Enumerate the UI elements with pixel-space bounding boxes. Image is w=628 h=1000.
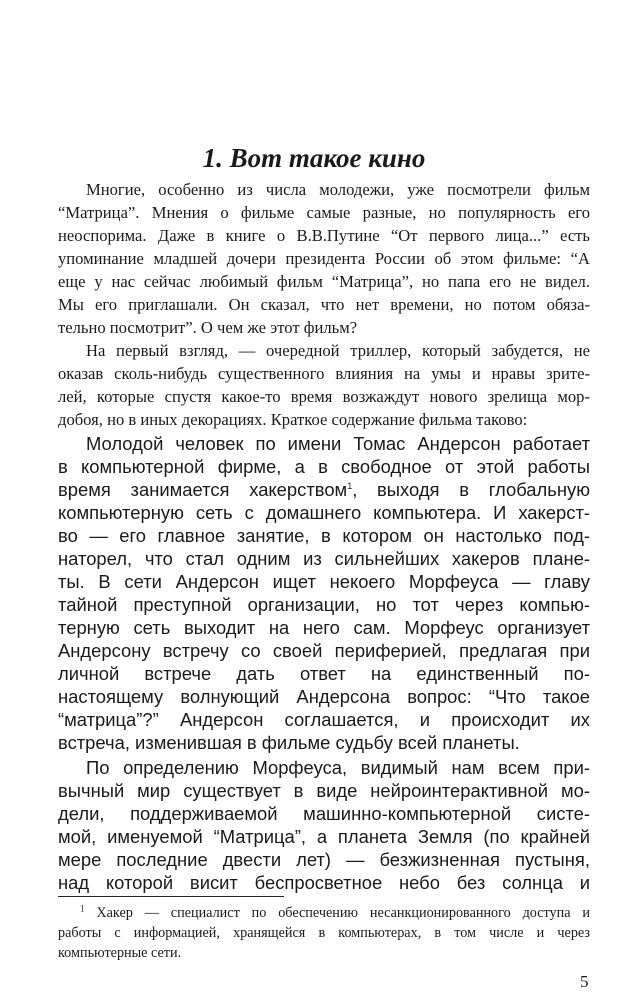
para4-line: вычный мир существует в виде нейроинтерактивной мо- xyxy=(58,780,590,801)
para3-line: Андерсону встречу со своей периферией, предлагая при xyxy=(58,640,590,661)
para4-line: мой, именуемой “Матрица”, а планета Земля (по крайней xyxy=(58,826,590,847)
chapter-title: 1. Вот такое кино xyxy=(202,143,426,173)
para2-line: лей, которые спустя какое-то время возжаждут нового зрелища мор- xyxy=(58,387,590,406)
footnote-line: компьютерные сети. xyxy=(58,945,182,961)
para1-line: еще у нас сейчас любимый фильм “Матрица”, но папа его не видел. xyxy=(58,272,590,291)
para1-line: тельно посмотрит”. О чем же этот фильм? xyxy=(58,318,358,337)
footnote-ref: 1 xyxy=(347,480,353,491)
para4-line: мере последние двести лет) — безжизненная пустыня, xyxy=(58,849,590,870)
para3-line: ты. В сети Андерсон ищет некоего Морфеуса — главу xyxy=(58,571,590,592)
para2-line: добоя, но в иных декорациях. Краткое содержание фильма таково: xyxy=(58,410,528,429)
footnote-marker: 1 xyxy=(80,903,85,914)
para3-text: время занимается хакерством xyxy=(58,479,348,500)
para3-line: “матрица”?” Андерсон соглашается, и происходит их xyxy=(58,709,590,730)
para4-line: дели, поддерживаемой машинно-компьютерной систе- xyxy=(58,803,590,824)
footnote-line: работы с информацией, хранящейся в компьютерах, в том числе и через xyxy=(58,925,590,941)
para1-line: упоминание младшей дочери президента России об этом фильме: “А xyxy=(58,249,590,268)
para3-line: встреча, изменившая в фильме судьбу всей планеты. xyxy=(58,732,520,753)
para4-line: над которой висит беспросветное небо без солнца и xyxy=(58,872,590,893)
para3-line: терную сеть выходит на него сам. Морфеус организует xyxy=(58,617,590,638)
page-number: 5 xyxy=(580,972,589,991)
para3-text: , выходя в глобальную xyxy=(352,479,590,500)
para3-line: настоящему волнующий Андерсона вопрос: “Что такое xyxy=(58,686,590,707)
para3-line: личной встрече дать ответ на единственный по- xyxy=(58,663,590,684)
para1-line: “Матрица”. Мнения о фильме самые разные, но популярность его xyxy=(58,203,590,222)
para4-line: По определению Морфеуса, видимый нам всем при- xyxy=(86,757,590,778)
footnote-line xyxy=(80,905,590,922)
para1-line: неоспорима. Даже в книге о В.В.Путине “От первого лица...” есть xyxy=(58,226,590,245)
para3-line: компьютерную сеть с домашнего компьютера. И хакерст- xyxy=(58,502,590,523)
para2-line: оказав сколь-нибудь существенного влияния на умы и нравы зрите- xyxy=(58,364,590,383)
para3-line: тайной преступной организации, но тот через компью- xyxy=(58,594,590,615)
para3-line: Молодой человек по имени Томас Андерсон работает xyxy=(86,433,590,454)
para3-line: в компьютерной фирме, а в свободное от этой работы xyxy=(58,456,590,477)
para2-line: На первый взгляд, — очередной триллер, который забудется, не xyxy=(86,341,590,360)
para1-line: Многие, особенно из числа молодежи, уже посмотрели фильм xyxy=(86,180,590,199)
footnote-text: Хакер — специалист по обеспечению несанкционированного доступа и xyxy=(96,905,591,921)
para3-line: наторел, что стал одним из сильнейших хакеров плане- xyxy=(58,548,590,569)
para3-line xyxy=(58,479,590,500)
footnote-rule xyxy=(58,896,284,897)
para3-line: во — его главное занятие, в котором он настолько под- xyxy=(58,525,590,546)
para1-line: Мы его приглашали. Он сказал, что нет времени, но потом обяза- xyxy=(58,295,590,314)
